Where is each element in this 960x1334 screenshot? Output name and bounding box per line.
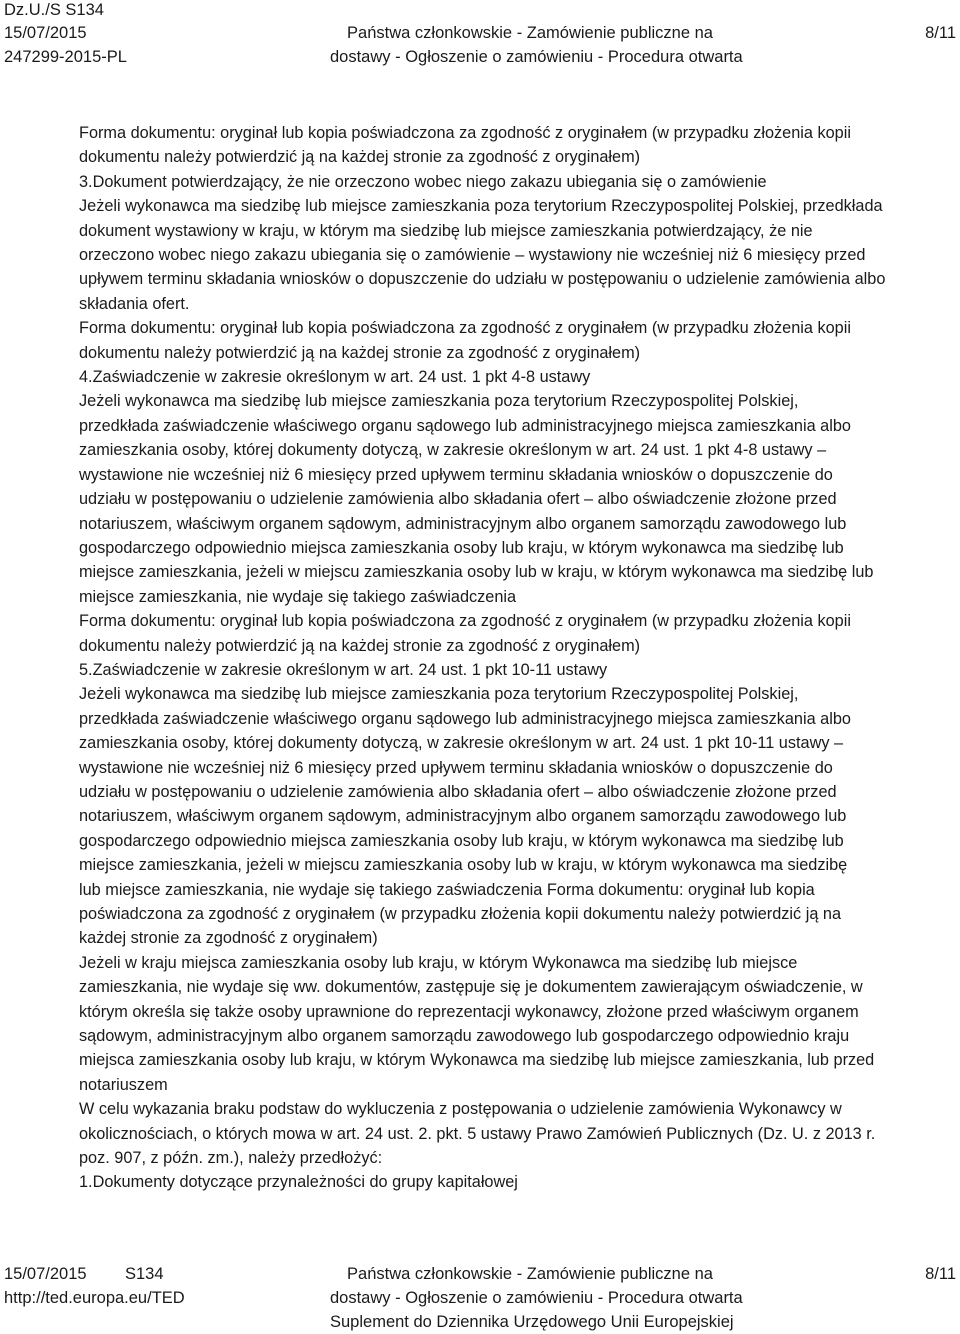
header-page-number: 8/11: [925, 24, 956, 42]
footer-supplement-name: Suplement do Dziennika Urzędowego Unii Europejskiej: [330, 1313, 734, 1331]
body-text-line: notariuszem, właściwym organem sądowym, administracyjnym albo organem samorządu zawodowego lub: [79, 514, 847, 533]
body-text-line: Jeżeli w kraju miejsca zamieszkania osoby lub kraju, w którym Wykonawca ma siedzibę lub miejsce: [79, 953, 798, 972]
body-text-line: zamieszkania, nie wydaje się ww. dokumentów, zastępuje się je dokumentem zawierającym oświadczenie, w: [79, 978, 863, 997]
body-text-line: lub miejsce zamieszkania, nie wydaje się takiego zaświadczenia Forma dokumentu: oryginał lub kopia: [79, 880, 815, 899]
body-text-line: wystawione nie wcześniej niż 6 miesięcy przed upływem terminu składania wniosków o dopuszczenie do: [79, 465, 833, 484]
body-text-line: przedkłada zaświadczenie właściwego organu sądowego lub administracyjnego miejsca zamieszkania albo: [79, 709, 851, 728]
body-text-line: 4.Zaświadczenie w zakresie określonym w art. 24 ust. 1 pkt 4-8 ustawy: [79, 368, 591, 387]
body-text-line: poz. 907, z późn. zm.), należy przedłożyć:: [79, 1149, 383, 1168]
header-journal-ref: Dz.U./S S134: [4, 1, 104, 19]
body-text-line: W celu wykazania braku podstaw do wykluczenia z postępowania o udzielenie zamówienia Wykonawcy w: [79, 1100, 842, 1119]
body-text-line: dokumentu należy potwierdzić ją na każdej stronie za zgodność z oryginałem): [79, 343, 641, 362]
body-text-line: dokumentu należy potwierdzić ją na każdej stronie za zgodność z oryginałem): [79, 636, 641, 655]
footer-title-line-2: dostawy - Ogłoszenie o zamówieniu - Procedura otwarta: [330, 1289, 743, 1307]
body-text-line: Jeżeli wykonawca ma siedzibę lub miejsce zamieszkania poza terytorium Rzeczypospolitej Polskiej,: [79, 392, 799, 411]
body-text-line: notariuszem: [79, 1075, 168, 1094]
body-text-line: gospodarczego odpowiednio miejsca zamieszkania osoby lub kraju, w którym wykonawca ma siedzibę lub: [79, 538, 844, 557]
footer-issue: S134: [125, 1265, 164, 1283]
footer-date: 15/07/2015: [4, 1265, 87, 1283]
footer-title-line-1: Państwa członkowskie - Zamówienie publiczne na: [347, 1265, 713, 1283]
footer-url: http://ted.europa.eu/TED: [4, 1289, 185, 1307]
body-text-line: składania ofert.: [79, 294, 190, 313]
body-text-line: miejsce zamieszkania, jeżeli w miejscu zamieszkania osoby lub w kraju, w którym wykonawca ma siedzibę lub: [79, 563, 874, 582]
body-text-line: którym określa się także osoby uprawnione do reprezentacji wykonawcy, złożone przed właściwym organem: [79, 1002, 859, 1021]
body-text-line: poświadczona za zgodność z oryginałem (w przypadku złożenia kopii dokumentu należy potwierdzić ją na: [79, 905, 842, 923]
body-text-line: udziału w postępowaniu o udzielenie zamówienia albo składania ofert – albo oświadczenie złożone przed: [79, 490, 837, 509]
body-text-line: dokument wystawiony w kraju, w którym ma siedzibę lub miejsce zamieszkania potwierdzający, że nie: [79, 221, 813, 240]
body-text-line: udziału w postępowaniu o udzielenie zamówienia albo składania ofert – albo oświadczenie złożone przed: [79, 782, 837, 801]
body-text-line: notariuszem, właściwym organem sądowym, administracyjnym albo organem samorządu zawodowego lub: [79, 807, 847, 826]
body-text-line: każdej stronie za zgodność z oryginałem): [79, 929, 378, 948]
body-text-line: miejsce zamieszkania, nie wydaje się takiego zaświadczenia: [79, 587, 517, 606]
body-text-line: 3.Dokument potwierdzający, że nie orzeczono wobec niego zakazu ubiegania się o zamówienie: [79, 172, 767, 191]
body-text-line: Forma dokumentu: oryginał lub kopia poświadczona za zgodność z oryginałem (w przypadku złożenia kopii: [79, 319, 851, 338]
body-text-line: sądowym, administracyjnym albo organem samorządu zawodowego lub gospodarczego odpowiednio kraju: [79, 1027, 850, 1046]
body-text-line: orzeczono wobec niego zakazu ubiegania się o zamówienie – wystawiony nie wcześniej niż 6 miesięcy przed: [79, 246, 866, 265]
header-title-line-1: Państwa członkowskie - Zamówienie publiczne na: [347, 24, 713, 42]
body-text-line: zamieszkania osoby, której dokumenty dotyczą, w zakresie określonym w art. 24 ust. 1 pkt 10-11 ustawy –: [79, 734, 844, 753]
body-text-line: miejsce zamieszkania, jeżeli w miejscu zamieszkania osoby lub w kraju, w którym wykonawca ma siedzibę: [79, 856, 848, 875]
body-text-line: Jeżeli wykonawca ma siedzibę lub miejsce zamieszkania poza terytorium Rzeczypospolitej Polskiej,: [79, 685, 799, 704]
body-text-line: Forma dokumentu: oryginał lub kopia poświadczona za zgodność z oryginałem (w przypadku złożenia kopii: [79, 124, 851, 142]
body-text-line: miejsca zamieszkania osoby lub kraju, w którym Wykonawca ma siedzibę lub miejsce zamieszkania, lub przed: [79, 1051, 875, 1070]
body-text-line: przedkłada zaświadczenie właściwego organu sądowego lub administracyjnego miejsca zamieszkania albo: [79, 416, 851, 435]
body-text-line: wystawione nie wcześniej niż 6 miesięcy przed upływem terminu składania wniosków o dopuszczenie do: [79, 758, 833, 777]
header-title-line-2: dostawy - Ogłoszenie o zamówieniu - Procedura otwarta: [330, 48, 743, 66]
body-text-line: 1.Dokumenty dotyczące przynależności do grupy kapitałowej: [79, 1173, 518, 1192]
body-text-line: upływem terminu składania wniosków o dopuszczenie do udziału w postępowaniu o udzielenie zamówienia albo: [79, 270, 886, 289]
footer-page-number: 8/11: [925, 1265, 956, 1283]
header-notice-number: 247299-2015-PL: [4, 48, 127, 66]
header-date: 15/07/2015: [4, 24, 87, 42]
body-text-line: dokumentu należy potwierdzić ją na każdej stronie za zgodność z oryginałem): [79, 148, 641, 167]
document-body: [79, 121, 951, 1195]
body-text-line: zamieszkania osoby, której dokumenty dotyczą, w zakresie określonym w art. 24 ust. 1 pkt 4-8 ustawy –: [79, 441, 827, 460]
body-text-line: 5.Zaświadczenie w zakresie określonym w art. 24 ust. 1 pkt 10-11 ustawy: [79, 660, 608, 679]
body-text-line: Jeżeli wykonawca ma siedzibę lub miejsce zamieszkania poza terytorium Rzeczypospolitej Polskiej, przedkłada: [79, 197, 883, 216]
body-text-line: gospodarczego odpowiednio miejsca zamieszkania osoby lub kraju, w którym wykonawca ma siedzibę lub: [79, 831, 844, 850]
body-text-line: Forma dokumentu: oryginał lub kopia poświadczona za zgodność z oryginałem (w przypadku złożenia kopii: [79, 612, 851, 631]
body-text-line: okolicznościach, o których mowa w art. 24 ust. 2. pkt. 5 ustawy Prawo Zamówień Publicznych (Dz. U. z 2013 r.: [79, 1124, 876, 1143]
